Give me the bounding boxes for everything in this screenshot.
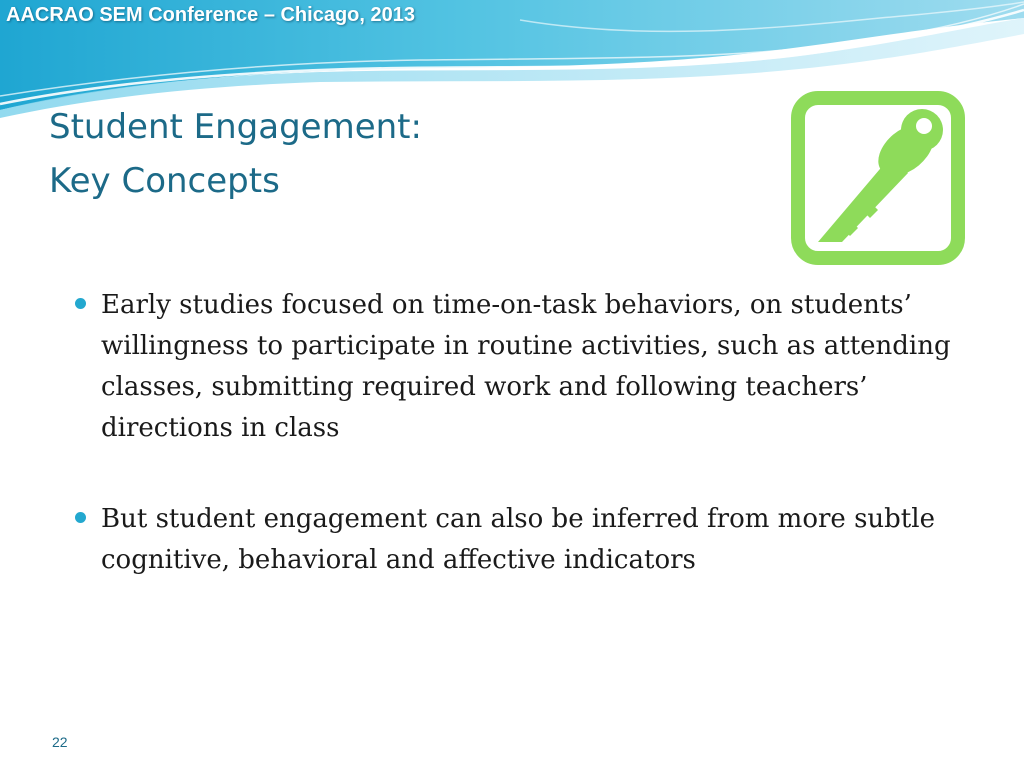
slide-title-line2: Key Concepts <box>49 161 280 201</box>
bullet-text: Early studies focused on time-on-task behaviors, on students’ willingness to participate in routine activities, such as attending classes, submitting required work and following teachers’ directions in class <box>101 290 951 443</box>
bullet-dot-icon <box>75 298 86 309</box>
bullet-text: But student engagement can also be inferred from more subtle cognitive, behavioral and affective indicators <box>101 504 935 575</box>
bullet-dot-icon <box>75 512 86 523</box>
conference-title: AACRAO SEM Conference – Chicago, 2013 <box>6 4 415 26</box>
bullet-list <box>73 285 953 631</box>
slide-title <box>49 100 749 208</box>
bullet-item <box>73 499 953 581</box>
bullet-item <box>73 285 953 449</box>
slide-title-line1: Student Engagement: <box>49 107 422 147</box>
key-icon <box>788 90 968 268</box>
page-number: 22 <box>52 734 68 750</box>
